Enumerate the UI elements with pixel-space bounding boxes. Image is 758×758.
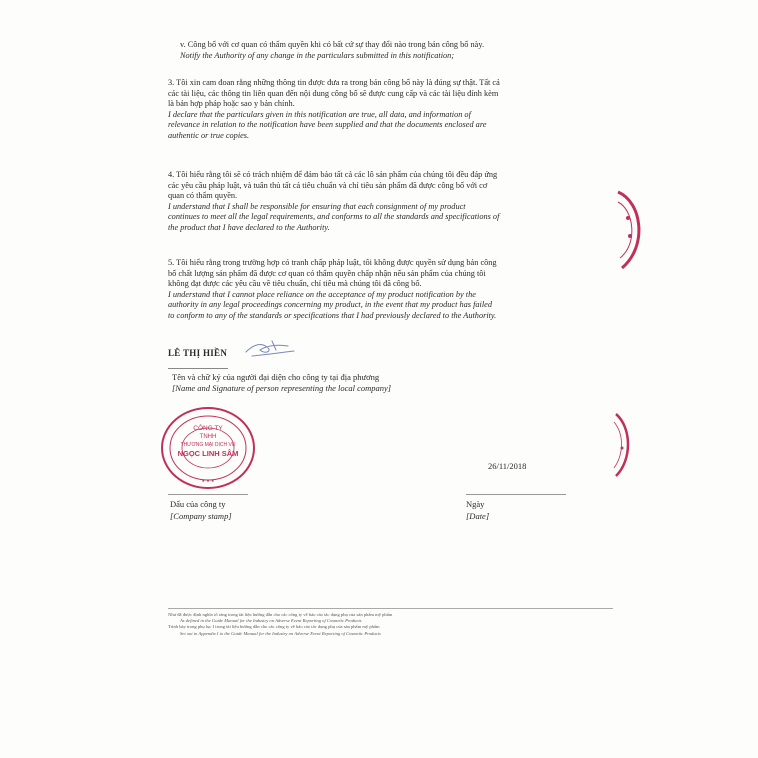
footnote-1-vi: Như đã được định nghĩa rõ ràng trong tài liệu hướng dẫn cho các công ty về báo cáo tác dụng phụ của sản phẩm mỹ phẩm [168,612,393,617]
clause-4-en-3: the product that I have declared to the Authority. [168,222,330,232]
clause-3-en-2: relevance in relation to the notification have been supplied and that the documents enclosed are [168,120,487,130]
stamp-text-4: NGỌC LINH SÂM [177,449,239,458]
partial-seal-stamp-side [612,412,634,478]
clause-v-en: Notify the Authority of any change in the particulars submitted in this notification; [180,50,455,60]
clause-3-vi-2: các tài liệu, các thông tin liên quan đến nội dung công bố sẽ được cung cấp và các tài liệu đính kèm [168,88,499,98]
company-stamp-label [170,498,232,522]
partial-seal-stamp-top [616,188,646,272]
stamp-text-1: CÔNG TY [193,425,223,432]
clause-4-vi-1: 4. Tôi hiểu rằng tôi sẽ có trách nhiệm để đảm bảo tất cả các lô sản phẩm của chúng tôi đều đáp ứng [168,170,498,179]
signature-rule [168,368,228,369]
clause-3-vi-3: là bản hợp pháp hoặc sao y bản chính. [168,99,295,109]
clause-3 [168,78,616,142]
footnote-rule [168,608,613,609]
stamp-text-3: THƯƠNG MẠI DỊCH VỤ [180,442,236,448]
representative-label [172,372,391,394]
clause-5-en-2: authority in any legal proceedings concerning my product, in the event that my product has failed [168,300,492,310]
clause-5-vi-3: không đạt được các yêu cầu về tiêu chuẩn, chỉ tiêu mà chúng tôi đã công bố. [168,279,422,289]
clause-5-vi-2: bố chất lượng sản phẩm đã được cơ quan có thẩm quyền chấp nhận nếu sản phẩm của chúng tôi [168,268,486,278]
clause-3-vi-1: 3. Tôi xin cam đoan rằng những thông tin được đưa ra trong bản công bố này là đúng sự thật. Tất cả [168,78,500,87]
footnotes [168,612,618,637]
clause-4-vi-3: quan có thẩm quyền. [168,191,238,201]
date-label [466,498,489,522]
clause-4-en-2: continues to meet all the legal requirements, and conforms to all the standards and specifications of [168,212,500,222]
date-label-en: [Date] [466,511,490,521]
clause-3-en-3: authentic or true copies. [168,130,250,140]
clause-4-vi-2: các yêu cầu pháp luật, và tuân thủ tất cả tiêu chuẩn và chỉ tiêu sản phẩm đã được công bố với cơ [168,180,488,190]
company-stamp-label-en: [Company stamp] [170,511,232,521]
company-stamp-label-vi: Dấu của công ty [170,499,226,509]
company-stamp-rule [168,494,248,495]
clause-4 [168,170,616,234]
date-rule [466,494,566,495]
footnote-1-en: As defined in the Guide Manual for the Industry on Adverse Event Reporting of Cosmetic Products [180,618,362,624]
clause-5-en-1: I understand that I cannot place reliance on the acceptance of my product notification by the [168,289,476,299]
clause-3-en-1: I declare that the particulars given in this notification are true, all data, and information of [168,109,471,119]
date-value: 26/11/2018 [488,461,527,471]
clause-v [180,40,610,61]
handwritten-signature [242,338,298,360]
clause-5 [168,258,616,322]
footnote-2-en: Set out in Appendix I to the Guide Manual for the Industry on Adverse Event Reporting of Cosmetic Products [180,630,381,636]
company-seal-stamp [158,404,266,494]
stamp-text-2: TNHH [199,434,217,440]
representative-label-en: [Name and Signature of person representing the local company] [172,383,392,393]
representative-label-vi: Tên và chữ ký của người đại diện cho công ty tại địa phương [172,372,380,382]
svg-text:★ ★ ★: ★ ★ ★ [201,478,215,483]
date-label-vi: Ngày [466,499,485,509]
clause-5-en-3: to conform to any of the standards or specifications that I had previously declared to the Authority. [168,310,497,320]
clause-5-vi-1: 5. Tôi hiểu rằng trong trường hợp có tranh chấp pháp luật, tôi không được quyền sử dụng bản công [168,258,497,267]
clause-v-vi: v. Công bố với cơ quan có thẩm quyền khi có bất cứ sự thay đổi nào trong bản công bố này. [180,40,485,49]
footnote-2-vi: Trình bày trong phụ lục I trong tài liệu hướng dẫn cho các công ty về báo cáo tác dụng phụ của sản phẩm mỹ phẩm [168,624,380,630]
clause-4-en-1: I understand that I shall be responsible for ensuring that each consignment of my product [168,201,466,211]
signer-name: LÊ THỊ HIỀN [168,348,228,358]
